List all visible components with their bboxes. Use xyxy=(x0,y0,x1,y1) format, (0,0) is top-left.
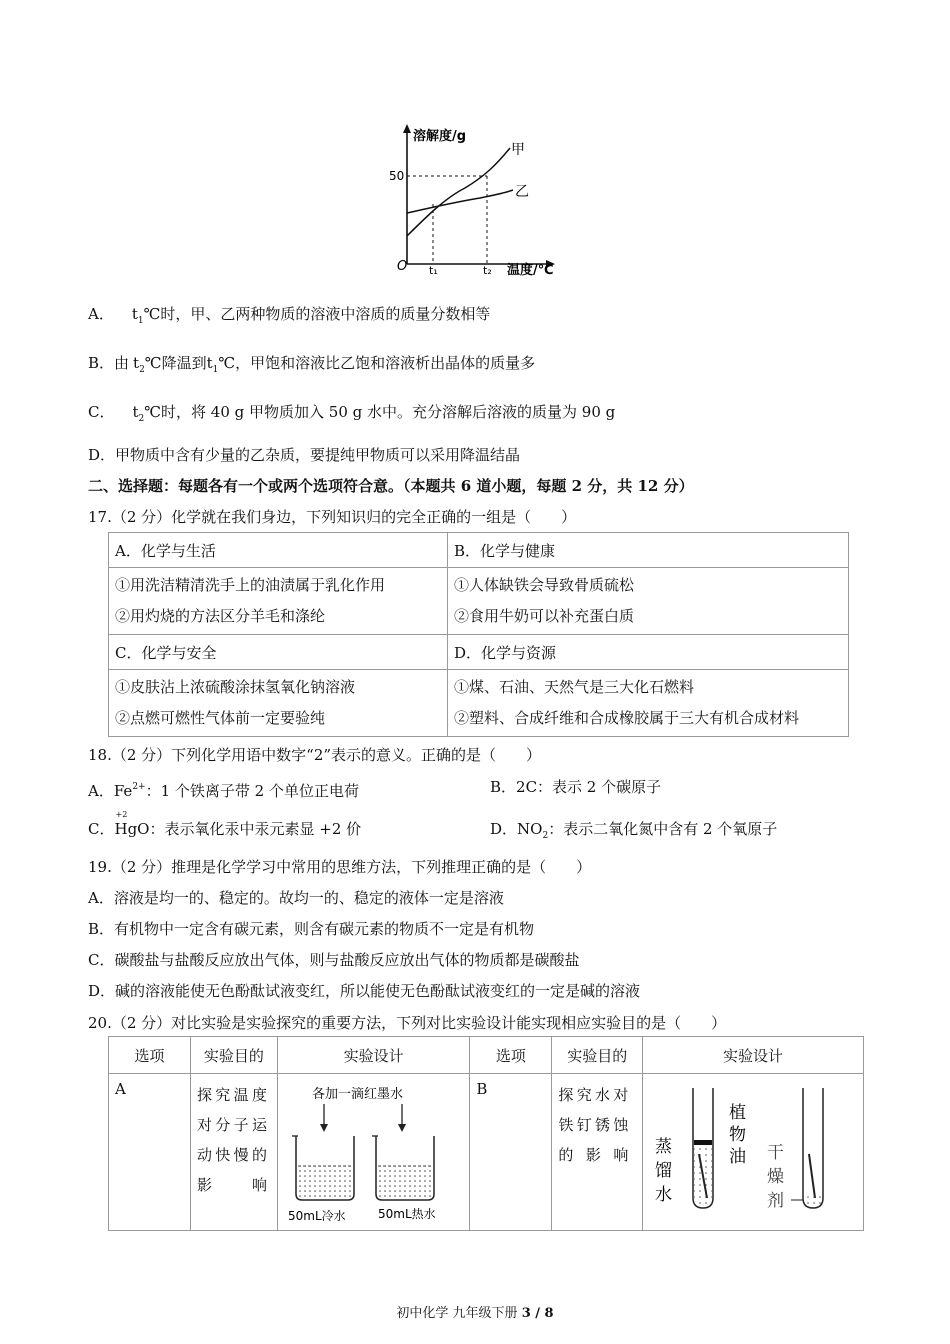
water-char-3: 水 xyxy=(655,1185,672,1205)
series-label-jia: 甲 xyxy=(511,142,525,158)
q19-option-b: B．有机物中一定含有碳元素，则含有碳元素的物质不一定是有机物 xyxy=(88,920,535,938)
q20-header-option-2: 选项 xyxy=(470,1037,552,1074)
chart-ytick: 50 xyxy=(389,169,405,183)
q19-option-c: C．碳酸盐与盐酸反应放出气体，则与盐酸反应放出气体的物质都是碳酸盐 xyxy=(88,951,580,969)
oil-char-2: 物 xyxy=(729,1125,746,1145)
q17-b-body: ①人体缺铁会导致骨质硫松 ②食用牛奶可以补充蛋白质 xyxy=(448,568,849,635)
q17-c-body: ①皮肤沾上浓硫酸涂抹氢氧化钠溶液 ②点燃可燃性气体前一定要验纯 xyxy=(109,670,448,737)
water-char-1: 蒸 xyxy=(655,1137,672,1157)
q17-stem: 17.（2 分）化学就在我们身边，下列知识归的完全正确的一组是（ ） xyxy=(88,508,577,526)
oil-label xyxy=(729,1103,746,1167)
beaker-cold-label: 50mL冷水 xyxy=(287,1209,346,1223)
water-label xyxy=(655,1137,672,1205)
q16-option-c: C． $t_2℃$时，将 40 g 甲物质加入 50 g 水中。充分溶解后溶液的质量为 90 g xyxy=(88,403,616,424)
section-2-heading: 二、选择题：每题各有一个或两个选项符合意。（本题共 6 道小题，每题 2 分，共 12 分） xyxy=(88,477,694,495)
curve-jia xyxy=(407,148,510,236)
curve-yi xyxy=(407,190,513,213)
q16-option-b: B．由 $t_2℃$降温到$t_1℃$，甲饱和溶液比乙饱和溶液析出晶体的质量多 xyxy=(88,354,536,375)
q17-c-head: C．化学与安全 xyxy=(109,635,448,670)
q20-header-purpose-2: 实验目的 xyxy=(552,1037,643,1074)
q18-option-d: D．$NO_2$：表示二氧化氮中含有 2 个氧原子 xyxy=(490,820,778,841)
chart-xtick-t2: t₂ xyxy=(483,264,492,277)
q16-option-d: D．甲物质中含有少量的乙杂质，要提纯甲物质可以采用降温结晶 xyxy=(88,446,521,464)
test-tubes-diagram xyxy=(643,1074,863,1230)
q18-option-b: B．2C：表示 2 个碳原子 xyxy=(490,778,662,796)
solubility-chart xyxy=(385,118,565,278)
q20-header-option: 选项 xyxy=(109,1037,191,1074)
chart-ylabel: 溶解度/g xyxy=(413,129,467,144)
series-label-yi: 乙 xyxy=(515,184,529,200)
chart-xlabel: 温度/℃ xyxy=(507,263,554,278)
q17-d-head: D．化学与资源 xyxy=(448,635,849,670)
q19-option-a: A．溶液是均一的、稳定的。故均一的、稳定的液体一定是溶液 xyxy=(88,889,504,907)
q20-header-design-2: 实验设计 xyxy=(643,1037,864,1074)
q20-a-option: A xyxy=(109,1074,191,1231)
oil-char-1: 植 xyxy=(729,1103,746,1123)
dry-char-3: 剂 xyxy=(767,1191,784,1211)
q18-stem: 18.（2 分）下列化学用语中数字“2”表示的意义。正确的是（ ） xyxy=(88,746,542,764)
q17-d-body: ①煤、石油、天然气是三大化石燃料 ②塑料、合成纤维和合成橡胶属于三大有机合成材料 xyxy=(448,670,849,737)
q17-a-body: ①用洗洁精清洗手上的油渍属于乳化作用 ②用灼烧的方法区分羊毛和涤纶 xyxy=(109,568,448,635)
page-footer: 初中化学 九年级下册 3 / 8 xyxy=(396,1306,554,1321)
q16-option-a: A． $t_1℃$时，甲、乙两种物质的溶液中溶质的质量分数相等 xyxy=(88,305,491,326)
q19-stem: 19.（2 分）推理是化学学习中常用的思维方法，下列推理正确的是（ ） xyxy=(88,858,592,876)
chart-origin: O xyxy=(397,259,408,274)
q17-table xyxy=(108,532,849,737)
q20-header-design: 实验设计 xyxy=(277,1037,470,1074)
page-number: 3 / 8 xyxy=(521,1306,554,1321)
q20-stem: 20.（2 分）对比实验是实验探究的重要方法，下列对比实验设计能实现相应实验目的是（ ） xyxy=(88,1014,727,1032)
beaker-hot-label: 50mL热水 xyxy=(377,1207,436,1221)
q18-option-a: A．$Fe^{2+}$：1 个铁离子带 2 个单位正电荷 xyxy=(88,782,359,800)
q18-option-c: C． +2 HgO：表示氧化汞中汞元素显 +2 价 xyxy=(88,819,361,839)
q20-a-purpose: 探究温度对分子运动快慢的影响 xyxy=(190,1074,277,1231)
q19-option-d: D．碱的溶液能使无色酚酞试液变红，所以能使无色酚酞试液变红的一定是碱的溶液 xyxy=(88,982,641,1000)
q17-b-head: B．化学与健康 xyxy=(448,533,849,568)
dry-char-2: 燥 xyxy=(767,1167,784,1187)
q20-b-design xyxy=(643,1074,864,1231)
q17-a-head: A．化学与生活 xyxy=(109,533,448,568)
beakers-diagram xyxy=(278,1074,464,1230)
q20-b-purpose: 探究水对铁钉锈蚀的影响 xyxy=(552,1074,643,1231)
valence-mark: +2 xyxy=(115,810,128,819)
desiccant-label xyxy=(767,1143,784,1211)
chart-xtick-t1: t₁ xyxy=(429,264,438,277)
q20-header-purpose: 实验目的 xyxy=(190,1037,277,1074)
q20-b-option: B xyxy=(470,1074,552,1231)
dry-char-1: 干 xyxy=(767,1143,784,1163)
water-char-2: 馏 xyxy=(655,1161,672,1181)
oil-char-3: 油 xyxy=(729,1147,746,1167)
q20-a-design xyxy=(277,1074,470,1231)
beakers-top-label: 各加一滴红墨水 xyxy=(311,1087,403,1102)
q20-table xyxy=(108,1036,864,1231)
